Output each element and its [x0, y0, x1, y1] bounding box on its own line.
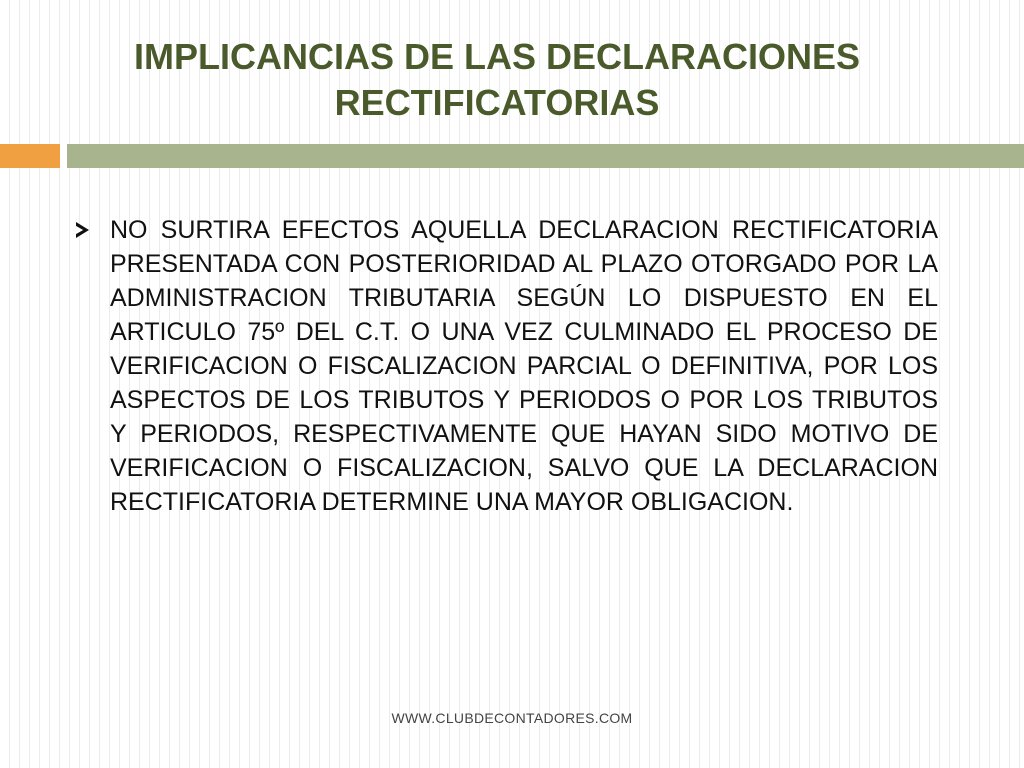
arrow-bullet-icon	[74, 220, 92, 240]
slide-title-line-1: IMPLICANCIAS DE LAS DECLARACIONES	[133, 36, 861, 77]
slide-title	[60, 34, 934, 126]
accent-bar-green	[67, 144, 1024, 168]
footer-website: WWW.CLUBDECONTADORES.COM	[391, 710, 633, 726]
slide-body-text: NO SURTIRA EFECTOS AQUELLA DECLARACION RECTIFICATORIA PRESENTADA CON POSTERIORIDAD AL PLAZO OTORGADO POR LA ADMINISTRACION TRIBUTARIA SEGÚN LO DISPUESTO EN EL ARTICULO 75º DEL C.T. O UNA VEZ CULMINADO EL PROCESO DE VERIFICACION O FISCALIZACION PARCIAL O DEFINITIVA, POR LOS ASPECTOS DE LOS TRIBUTOS Y PERIODOS O POR LOS TRIBUTOS Y PERIODOS, RESPECTIVAMENTE QUE HAYAN SIDO MOTIVO DE VERIFICACION O FISCALIZACION, SALVO QUE LA DECLARACION RECTIFICATORIA DETERMINE UNA MAYOR OBLIGACION.	[110, 216, 938, 516]
slide-title-line-2: RECTIFICATORIAS	[334, 82, 660, 123]
accent-bar-orange	[0, 144, 60, 168]
